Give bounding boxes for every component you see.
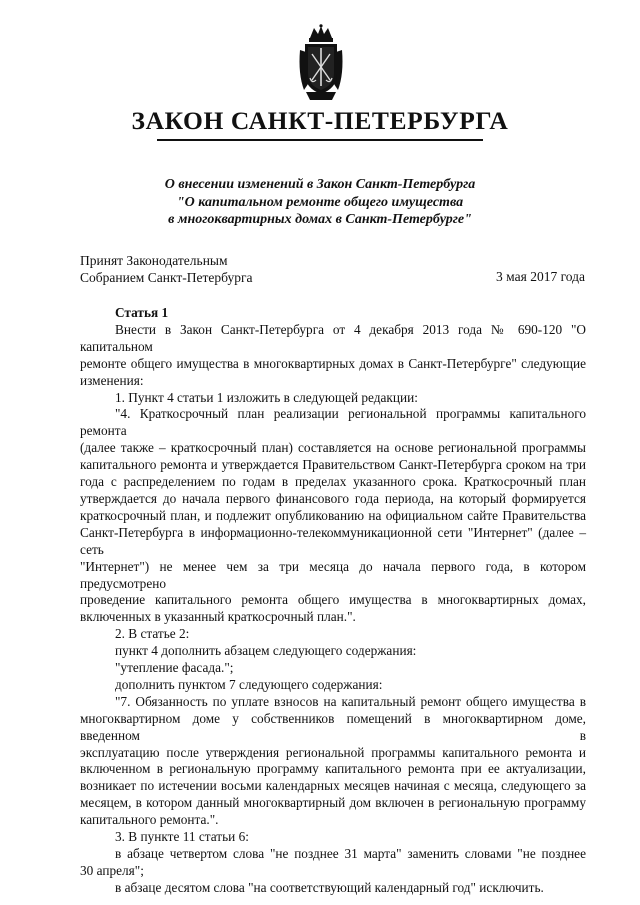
- article-heading: Статья 1: [115, 305, 169, 320]
- text-line: многоквартирном доме у собственников помещений в многоквартирном доме, введенном в: [80, 710, 586, 743]
- text-line: включенном в региональную программу капитального ремонта при ее актуализации,: [80, 761, 586, 777]
- text-line: капитального ремонта и утверждается Правительством Санкт-Петербурга сроком на три: [80, 457, 586, 473]
- adoption-date: 3 мая 2017 года: [496, 269, 585, 284]
- law-title: ЗАКОН САНКТ-ПЕТЕРБУРГА: [131, 106, 509, 135]
- law-subtitle: [0, 176, 640, 229]
- text-line: Внести в Закон Санкт-Петербурга от 4 декабря 2013 года № 690-120 "О капитальном: [80, 321, 586, 354]
- text-line: капитального ремонта.".: [80, 812, 219, 828]
- text-line: Санкт-Петербурга в информационно-телекоммуникационной сети "Интернет" (далее – сеть: [80, 524, 586, 557]
- title-underline: [157, 139, 483, 141]
- subtitle-line: "О капитальном ремонте общего имущества: [176, 194, 464, 210]
- text-line: 2. В статье 2:: [115, 626, 190, 642]
- subtitle-line: О внесении изменений в Закон Санкт-Петербурга: [164, 177, 476, 192]
- text-line: эксплуатацию после утверждения региональной программы капитального ремонта и: [80, 744, 586, 760]
- text-line: (далее также – краткосрочный план) составляется на основе региональной программы: [80, 440, 586, 456]
- text-line: дополнить пунктом 7 следующего содержания:: [115, 676, 383, 692]
- text-line: пункт 4 дополнить абзацем следующего содержания:: [115, 643, 417, 659]
- adoption-block: [80, 253, 253, 286]
- coat-of-arms-icon: [296, 24, 346, 102]
- text-line: "Интернет") не менее чем за три месяца до начала первого года, в котором предусмотрено: [80, 558, 586, 591]
- text-line: утверждается до начала первого финансового года периода, на который формируется: [80, 490, 586, 506]
- adoption-line: Собранием Санкт-Петербурга: [80, 269, 253, 285]
- text-line: "7. Обязанность по уплате взносов на капитальный ремонт общего имущества в: [115, 693, 586, 709]
- text-line: 1. Пункт 4 статьи 1 изложить в следующей редакции:: [115, 389, 418, 405]
- text-line: возникает по истечении восьми календарных месяцев начиная с месяца, следующего за: [80, 778, 586, 794]
- subtitle-line: в многоквартирных домах в Санкт-Петербурге": [168, 212, 472, 227]
- text-line: месяцем, в котором данный многоквартирный дом включен в региональную программу: [80, 795, 586, 811]
- adoption-line: Принят Законодательным: [80, 253, 228, 268]
- text-line: краткосрочный план, и подлежит опубликованию на официальном сайте Правительства: [80, 507, 586, 523]
- text-line: года с распределением по годам в пределах указанного срока. Краткосрочный план: [80, 474, 586, 490]
- text-line: "4. Краткосрочный план реализации региональной программы капитального ремонта: [80, 406, 586, 439]
- text-line: "утепление фасада.";: [115, 660, 234, 676]
- text-line: 3. В пункте 11 статьи 6:: [115, 829, 249, 845]
- text-line: проведение капитального ремонта общего имущества в многоквартирных домах,: [80, 592, 586, 608]
- law-body: [80, 305, 586, 897]
- text-line: изменения:: [80, 372, 144, 388]
- text-line: в абзаце десятом слова "на соответствующий календарный год" исключить.: [115, 879, 544, 895]
- text-line: ремонте общего имущества в многоквартирных домах в Санкт-Петербурге" следующие: [80, 355, 586, 371]
- text-line: включенных в указанный краткосрочный план.".: [80, 609, 356, 625]
- text-line: в абзаце четвертом слова "не позднее 31 марта" заменить словами "не позднее: [115, 846, 586, 861]
- text-line: 30 апреля";: [80, 862, 144, 878]
